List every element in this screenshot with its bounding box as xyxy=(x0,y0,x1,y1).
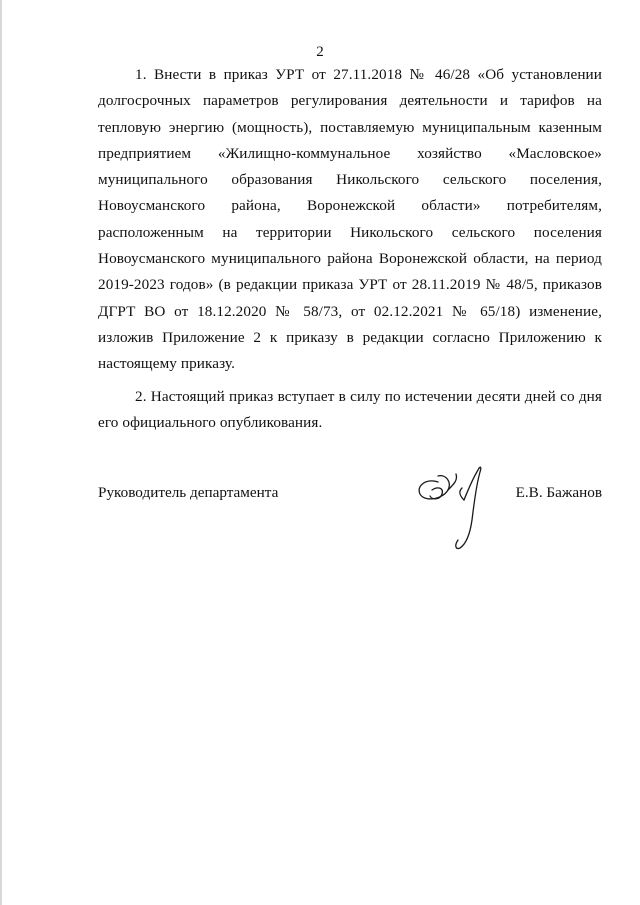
paragraph-2: 2. Настоящий приказ вступает в силу по истечении десяти дней со дня его официального опубликования. xyxy=(98,387,602,431)
handwritten-signature xyxy=(408,460,518,560)
signatory-name: Е.В. Бажанов xyxy=(515,484,602,501)
signatory-title: Руководитель департамента xyxy=(98,484,279,501)
page-number: 2 xyxy=(316,44,324,60)
signature-block xyxy=(98,482,604,552)
document-body xyxy=(98,62,602,436)
paragraph-1: 1. Внести в приказ УРТ от 27.11.2018 № 46/28 «Об установлении долгосрочных параметров регулирования деятельности и тарифов на тепловую энергию (мощность), поставляемую муниципальным казенным предприятием «Жилищно-коммунальное хозяйство «Масловское» муниципального образования Никольского сельского поселения, Новоусманского района, Воронежской области» потребителям, расположенным на территории Никольского сельского поселения Новоусманского муниципального района Воронежской области, на период 2019-2023 годов» (в редакции приказа УРТ от 28.11.2019 № 48/5, приказов ДГРТ ВО от 18.12.2020 № 58/73, от 02.12.2021 № 65/18) изменение, изложив Приложение 2 к приказу в редакции согласно Приложению к настоящему приказу. xyxy=(98,66,602,373)
page-edge xyxy=(0,0,2,905)
